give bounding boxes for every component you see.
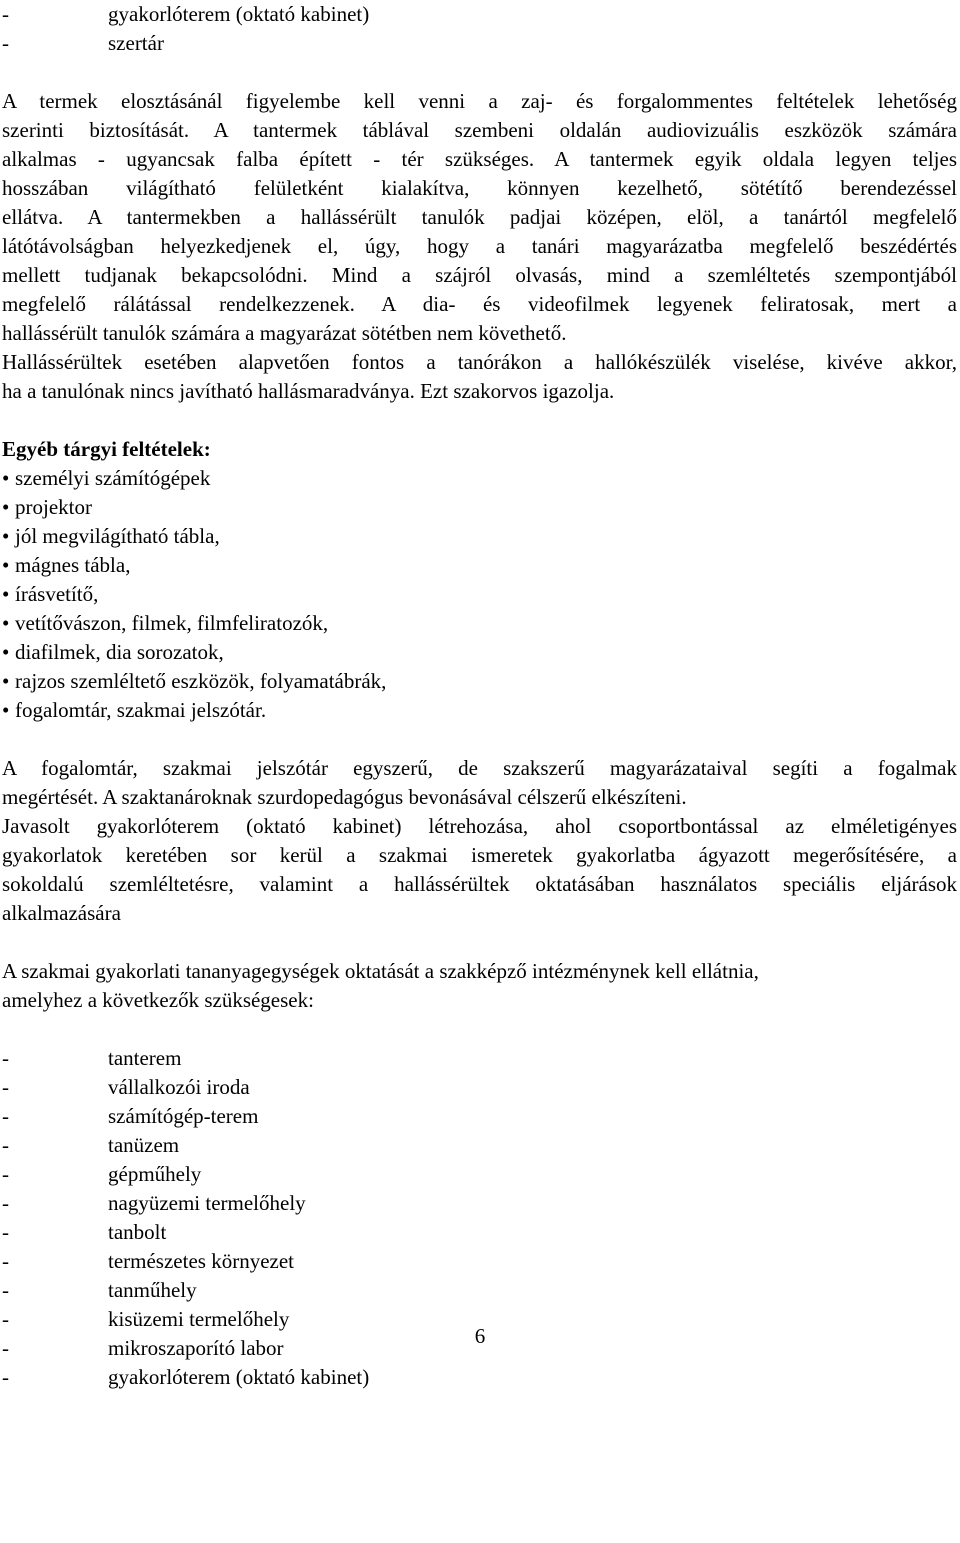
list-item [2, 1218, 957, 1247]
bullet-marker: • [2, 582, 10, 606]
list-item-text: szertár [108, 31, 164, 55]
list-item [2, 667, 957, 696]
dash-marker: - [2, 1104, 9, 1128]
dash-marker: - [2, 1075, 9, 1099]
dash-marker: - [2, 1278, 9, 1302]
list-item-text: tanbolt [108, 1220, 167, 1244]
list-item-text: kisüzemi termelőhely [108, 1307, 290, 1331]
list-item [2, 551, 957, 580]
list-item [2, 1247, 957, 1276]
list-item [2, 1102, 957, 1131]
paragraph-line: alkalmazására [2, 901, 121, 925]
paragraph-glossary [2, 754, 957, 812]
paragraph-line: A szakmai gyakorlati tananyagegységek oktatását a szakképző intézménynek kell ellátnia, [2, 959, 759, 983]
bullet-marker: • [2, 640, 10, 664]
section-heading: Egyéb tárgyi feltételek: [2, 437, 211, 461]
spacer [2, 58, 957, 87]
bullet-marker: • [2, 495, 10, 519]
paragraph-line: látótávolságban helyezkedjenek el, úgy, hogy a tanári magyarázatba megfelelő beszédértés [2, 234, 957, 258]
paragraph-room-layout [2, 87, 957, 348]
paragraph-line: A fogalomtár, szakmai jelszótár egyszerű, de szakszerű magyarázataival segíti a fogalmak [2, 756, 957, 780]
list-item-text: számítógép-terem [108, 1104, 259, 1128]
paragraph-practical-units [2, 957, 957, 1015]
list-item-text: rajzos szemléltető eszközök, folyamatábrák, [15, 669, 387, 693]
paragraph-line: hosszában világítható felületként kialakítva, könnyen kezelhető, sötétítő berendezéssel [2, 176, 957, 200]
list-item-text: tanterem [108, 1046, 182, 1070]
paragraph-hearing-aid [2, 348, 957, 406]
list-item-text: mágnes tábla, [15, 553, 131, 577]
paragraph-line: Javasolt gyakorlóterem (oktató kabinet) létrehozása, ahol csoportbontással az elméletigényes [2, 814, 957, 838]
spacer [2, 928, 957, 957]
list-item-text: természetes környezet [108, 1249, 294, 1273]
list-item [2, 29, 957, 58]
paragraph-line: Hallássérültek esetében alapvetően fontos a tanórákon a hallókészülék viselése, kivéve akkor, [2, 350, 957, 374]
dash-marker: - [2, 1307, 9, 1331]
list-item [2, 0, 957, 29]
page-number: 6 [474, 1324, 486, 1348]
list-item-text: gyakorlóterem (oktató kabinet) [108, 2, 370, 26]
list-item [2, 696, 957, 725]
spacer [2, 725, 957, 754]
bullet-list [2, 464, 957, 725]
list-item [2, 638, 957, 667]
paragraph-line: megértését. A szaktanároknak szurdopedagógus bevonásával célszerű elkészíteni. [2, 785, 687, 809]
dash-marker: - [2, 2, 9, 26]
dash-marker: - [2, 31, 9, 55]
bullet-marker: • [2, 524, 10, 548]
dash-marker: - [2, 1133, 9, 1157]
paragraph-line: szerinti biztosítását. A tantermek táblával szembeni oldalán audiovizuális eszközök számára [2, 118, 957, 142]
paragraph-line: sokoldalú szemléltetésre, valamint a hallássérültek oktatásában használatos speciális eljárások [2, 872, 957, 896]
paragraph-practice-room [2, 812, 957, 928]
dash-marker: - [2, 1046, 9, 1070]
paragraph-line: hallássérült tanulók számára a magyarázat sötétben nem követhető. [2, 321, 567, 345]
list-item [2, 1073, 957, 1102]
bullet-marker: • [2, 466, 10, 490]
list-item-text: vetítővászon, filmek, filmfeliratozók, [15, 611, 329, 635]
list-item-text: nagyüzemi termelőhely [108, 1191, 306, 1215]
list-item [2, 609, 957, 638]
paragraph-line: A termek elosztásánál figyelembe kell venni a zaj- és forgalommentes feltételek lehetőség [2, 89, 957, 113]
spacer [2, 1015, 957, 1044]
list-item-text: gyakorlóterem (oktató kabinet) [108, 1365, 370, 1389]
paragraph-line: ha a tanulónak nincs javítható hallásmaradványa. Ezt szakorvos igazolja. [2, 379, 615, 403]
spacer [2, 406, 957, 435]
dash-marker: - [2, 1336, 9, 1360]
bullet-marker: • [2, 611, 10, 635]
list-item [2, 1160, 957, 1189]
dash-marker: - [2, 1220, 9, 1244]
paragraph-line: amelyhez a következők szükségesek: [2, 988, 314, 1012]
list-item-text: tanműhely [108, 1278, 197, 1302]
list-item [2, 1131, 957, 1160]
paragraph-line: megfelelő rálátással rendelkezzenek. A dia- és videofilmek legyenek feliratosak, mert a [2, 292, 957, 316]
list-item [2, 464, 957, 493]
dash-marker: - [2, 1191, 9, 1215]
bullet-marker: • [2, 553, 10, 577]
paragraph-line: alkalmas - ugyancsak falba épített - tér szükséges. A tantermek egyik oldala legyen teljes [2, 147, 957, 171]
page-content [2, 0, 957, 1392]
list-item-text: írásvetítő, [15, 582, 99, 606]
list-item-text: gépműhely [108, 1162, 202, 1186]
list-item-text: diafilmek, dia sorozatok, [15, 640, 224, 664]
list-item [2, 1276, 957, 1305]
dash-marker: - [2, 1249, 9, 1273]
list-item [2, 580, 957, 609]
bullet-marker: • [2, 698, 10, 722]
list-item [2, 1189, 957, 1218]
paragraph-line: ellátva. A tantermekben a hallássérült tanulók padjai középen, elöl, a tanártól megfelelő [2, 205, 957, 229]
list-item [2, 1044, 957, 1073]
list-item [2, 1363, 957, 1392]
bullet-marker: • [2, 669, 10, 693]
paragraph-line: gyakorlatok keretében sor kerül a szakmai ismeretek gyakorlatba ágyazott megerősítésére, a [2, 843, 957, 867]
dash-marker: - [2, 1365, 9, 1389]
list-item-text: személyi számítógépek [15, 466, 211, 490]
list-item-text: tanüzem [108, 1133, 180, 1157]
list-item-text: projektor [15, 495, 92, 519]
list-item-text: fogalomtár, szakmai jelszótár. [15, 698, 267, 722]
dash-marker: - [2, 1162, 9, 1186]
list-item [2, 493, 957, 522]
list-item-text: vállalkozói iroda [108, 1075, 250, 1099]
list-item [2, 522, 957, 551]
paragraph-line: mellett tudjanak bekapcsolódni. Mind a szájról olvasás, mind a szemléltetés szempontjából [2, 263, 957, 287]
list-item-text: mikroszaporító labor [108, 1336, 284, 1360]
list-item-text: jól megvilágítható tábla, [15, 524, 220, 548]
